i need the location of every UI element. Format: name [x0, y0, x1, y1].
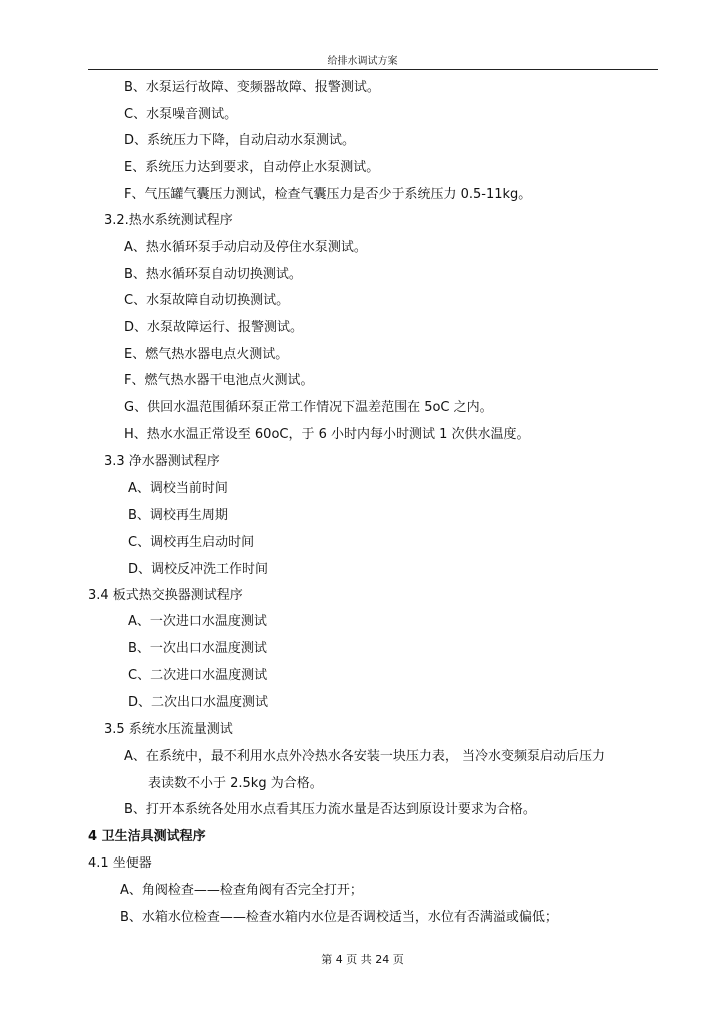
section-3-5-heading: 3.5 系统水压流量测试 [104, 722, 233, 737]
section-3-4-heading: 3.4 板式热交换器测试程序 [88, 588, 243, 603]
section-4-heading: 4 卫生洁具测试程序 [88, 829, 206, 844]
section-3-3-heading: 3.3 净水器测试程序 [104, 454, 220, 469]
section-3-2-item-f: F、燃气热水器干电池点火测试。 [124, 373, 314, 388]
page-header-title: 给排水调试方案 [327, 56, 398, 67]
pump-item-d: D、系统压力下降，自动启动水泵测试。 [124, 133, 356, 148]
section-3-2-item-d: D、水泵故障运行、报警测试。 [124, 320, 304, 335]
section-4-1-item-b: B、水箱水位检查——检查水箱内水位是否调校适当，水位有否满溢或偏低； [120, 910, 558, 925]
section-4-1-heading: 4.1 坐便器 [88, 856, 152, 871]
section-3-5-item-a-line1: A、在系统中，最不利用水点外冷热水各安装一块压力表， 当冷水变频泵启动后压力 [124, 749, 606, 764]
page-footer-number: 第 4 页 共 24 页 [321, 953, 404, 966]
section-3-3-item-d: D、调校反冲洗工作时间 [128, 562, 269, 577]
section-3-2-item-h: H、热水水温正常设至 60oC，于 6 小时内每小时测试 1 次供水温度。 [124, 427, 530, 442]
section-3-3-item-b: B、调校再生周期 [128, 508, 228, 523]
section-3-4-item-a: A、一次进口水温度测试 [128, 614, 267, 629]
section-3-5-item-a-line2: 表读数不小于 2.5kg 为合格。 [148, 776, 323, 791]
pump-item-b: B、水泵运行故障、变频器故障、报警测试。 [124, 80, 380, 95]
pump-item-e: E、系统压力达到要求，自动停止水泵测试。 [124, 160, 380, 175]
section-3-2-item-a: A、热水循环泵手动启动及停住水泵测试。 [124, 240, 367, 255]
section-3-2-item-g: G、供回水温范围循环泵正常工作情况下温差范围在 5oC 之内。 [124, 400, 493, 415]
section-3-5-item-b: B、打开本系统各处用水点看其压力流水量是否达到原设计要求为合格。 [124, 802, 536, 817]
section-3-3-item-a: A、调校当前时间 [128, 481, 228, 496]
section-3-4-item-d: D、二次出口水温度测试 [128, 695, 269, 710]
section-3-2-item-c: C、水泵故障自动切换测试。 [124, 293, 290, 308]
section-3-2-heading: 3.2.热水系统测试程序 [104, 213, 233, 228]
pump-item-c: C、水泵噪音测试。 [124, 107, 238, 122]
section-3-2-item-e: E、燃气热水器电点火测试。 [124, 347, 289, 362]
section-3-4-item-c: C、二次进口水温度测试 [128, 668, 268, 683]
section-4-1-item-a: A、角阀检查——检查角阀有否完全打开； [120, 883, 363, 898]
section-3-4-item-b: B、一次出口水温度测试 [128, 641, 267, 656]
section-3-3-item-c: C、调校再生启动时间 [128, 535, 255, 550]
section-3-2-item-b: B、热水循环泵自动切换测试。 [124, 267, 302, 282]
pump-item-f: F、气压罐气囊压力测试，检查气囊压力是否少于系统压力 0.5-11kg。 [124, 187, 532, 202]
header-divider [88, 69, 658, 70]
